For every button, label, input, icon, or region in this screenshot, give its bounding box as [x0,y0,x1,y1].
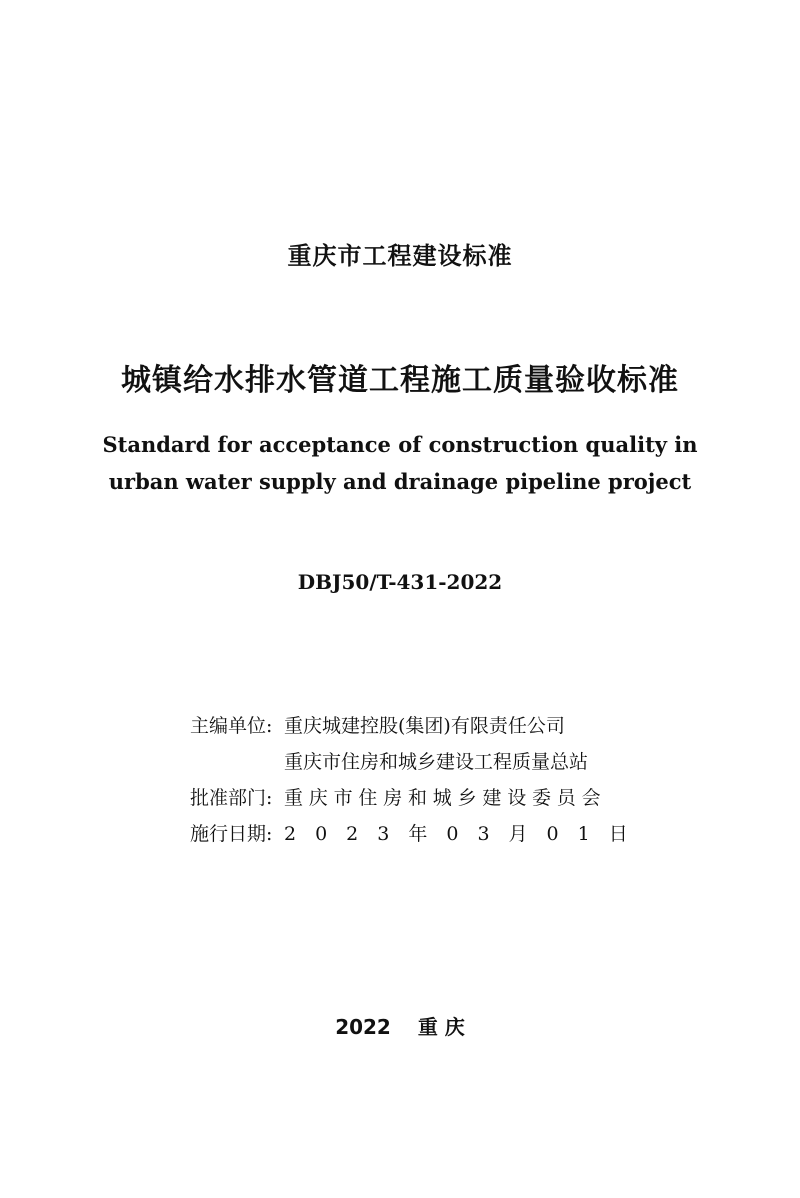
chief-editor-1: 重庆城建控股(集团)有限责任公司 [284,715,565,737]
chief-editor-2: 重庆市住房和城乡建设工程质量总站 [284,751,589,773]
standard-code: DBJ50/T-431-2022 [297,570,503,594]
document-title-english-line2: urban water supply and drainage pipeline project [108,469,692,494]
document-title-english-line1: Standard for acceptance of construction quality in [102,432,698,457]
document-title-chinese: 城镇给水排水管道工程施工质量验收标准 [121,363,679,398]
meta-label-spacer [190,744,284,780]
series-title: 重庆市工程建设标准 [287,242,513,270]
approved-by-label: 批准部门: [190,787,273,809]
chief-editor-label: 主编单位: [190,715,273,737]
chief-editor-row [190,708,647,744]
effective-date-row [190,816,647,852]
publication-footer [0,1011,800,1040]
effective-date: 2023年03月01日 [284,823,647,845]
publication-year: 2022 [335,1015,391,1039]
publication-city: 重 庆 [417,1015,465,1039]
approved-by-row [190,780,647,816]
effective-date-label: 施行日期: [190,823,273,845]
chief-editor-row-2 [190,744,647,780]
publication-info [190,708,647,852]
approved-by: 重庆市住房和城乡建设委员会 [284,787,607,809]
